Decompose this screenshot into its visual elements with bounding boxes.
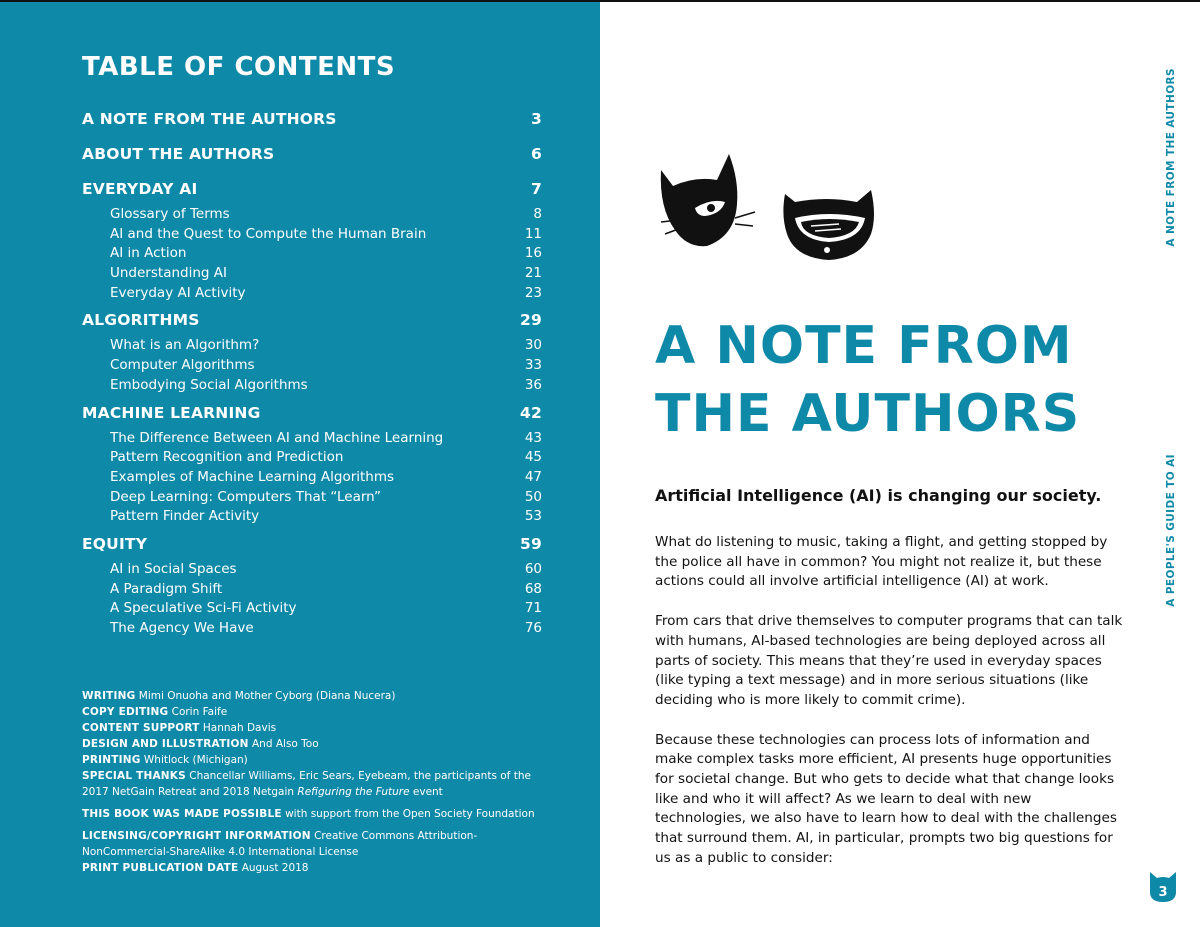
subheading: Artificial Intelligence (AI) is changing our society. [655,486,1102,505]
toc-subsection-label: A Speculative Sci-Fi Activity [110,600,297,617]
page-number-badge [1148,870,1178,904]
toc-subsection-label: Examples of Machine Learning Algorithms [110,468,395,485]
toc-section-label: EVERYDAY AI [82,180,198,198]
page-heading: A NOTE FROM THE AUTHORS [655,316,1081,444]
toc-subsection-page: 11 [524,225,542,242]
credit-made-possible: THIS BOOK WAS MADE POSSIBLE with support from the Open Society Foundation [82,808,535,820]
toc-subsection-row[interactable] [82,264,542,284]
toc-subsection-page: 36 [524,376,542,393]
toc-subsection-label: Pattern Finder Activity [110,508,260,525]
credit-copy-editing: COPY EDITING Corin Faife [82,706,228,718]
toc-subsection-label: Glossary of Terms [110,206,230,222]
cat-illustration [655,150,885,270]
toc-subsection-label: Pattern Recognition and Prediction [110,449,344,466]
toc-subsection-row[interactable] [82,376,542,396]
toc-subsection-page: 33 [524,357,542,374]
content-page [600,2,1200,927]
credit-printing: PRINTING Whitlock (Michigan) [82,754,248,766]
toc-subsection-page: 68 [524,580,542,597]
paragraph: From cars that drive themselves to computer programs that can talk with humans, AI-based technologies are being deployed across all parts of society. This means that they’re used in everyday spaces (like typing a text message) and in more serious situations (like deciding who is more likely to commit crime). [655,613,1123,708]
toc-subsection-row[interactable] [82,507,542,527]
toc-subsection-list [82,336,542,395]
toc-subsection-page: 30 [524,337,542,354]
toc-subsection-row[interactable] [82,619,542,639]
toc-subsection-label: AI in Action [110,245,187,262]
toc-subsection-label: The Agency We Have [110,620,254,636]
toc-section-label: A NOTE FROM THE AUTHORS [82,110,337,128]
toc-subsection-label: AI and the Quest to Compute the Human Brain [110,225,427,242]
body-text [655,533,1125,889]
toc-subsection-row[interactable] [82,468,542,488]
toc-subsection-row[interactable] [82,284,542,304]
toc-subsection-list [82,429,542,527]
toc-subsection-page: 50 [524,488,542,505]
toc-subsection-page: 8 [533,206,542,222]
toc-section-page: 3 [531,110,542,128]
toc-section-page: 7 [531,180,542,198]
toc-panel [0,2,600,927]
side-label-section: A NOTE FROM THE AUTHORS [1165,68,1177,247]
toc-section-label: ALGORITHMS [82,311,200,330]
toc-subsection-label: Understanding AI [110,265,227,282]
toc-subsection-page: 43 [524,429,542,446]
toc-subsection-page: 16 [524,245,542,262]
toc-subsection-label: The Difference Between AI and Machine Learning [110,429,444,446]
toc-subsection-row[interactable] [82,448,542,468]
credit-content-support: CONTENT SUPPORT Hannah Davis [82,722,277,734]
toc-subsection-row[interactable] [82,336,542,356]
toc-section-page: 42 [520,403,542,422]
toc-subsection-page: 53 [524,508,542,525]
credit-license-2: NonCommercial-ShareAlike 4.0 International License [82,846,359,858]
toc-section-row[interactable] [82,106,542,141]
credit-writing: WRITING Mimi Onuoha and Mother Cyborg (Diana Nucera) [82,690,396,702]
page-number: 3 [1158,885,1168,900]
toc-section-label: EQUITY [82,534,148,553]
toc-subsection-page: 47 [524,468,542,485]
toc-title: TABLE OF CONTENTS [82,52,396,82]
toc-subsection-page: 60 [524,560,542,577]
side-label-book: A PEOPLE'S GUIDE TO AI [1165,454,1177,607]
toc-subsection-row[interactable] [82,599,542,619]
toc-subsection-row[interactable] [82,225,542,245]
toc-section-page: 6 [531,145,542,163]
toc-subsection-label: Everyday AI Activity [110,284,246,301]
toc-subsection-label: A Paradigm Shift [110,580,223,597]
toc-subsection-page: 21 [524,265,542,282]
toc-section-label: ABOUT THE AUTHORS [82,145,275,163]
toc-subsection-row[interactable] [82,488,542,508]
credit-license: LICENSING/COPYRIGHT INFORMATION Creative Commons Attribution- [82,830,478,842]
toc-subsection-row[interactable] [82,429,542,449]
toc-list [82,106,542,643]
cat-left-icon [661,154,755,246]
toc-subsection-row[interactable] [82,580,542,600]
cat-right-icon [783,190,874,260]
toc-subsection-label: What is an Algorithm? [110,337,260,354]
toc-subsection-page: 76 [524,620,542,636]
credit-special-thanks-2: 2017 NetGain Retreat and 2018 Netgain Refiguring the Future event [82,786,443,798]
toc-subsection-page: 45 [524,449,542,466]
toc-subsection-page: 23 [524,284,542,301]
toc-subsection-page: 71 [524,600,542,617]
credit-special-thanks: SPECIAL THANKS Chancellar Williams, Eric Sears, Eyebeam, the participants of the [82,770,531,782]
toc-section-row[interactable] [82,141,542,176]
toc-subsection-label: AI in Social Spaces [110,560,237,577]
toc-section-page: 29 [520,311,542,330]
toc-subsection-list [82,205,542,303]
toc-subsection-label: Computer Algorithms [110,357,255,374]
credit-design: DESIGN AND ILLUSTRATION And Also Too [82,738,319,750]
toc-section-label: MACHINE LEARNING [82,403,261,422]
toc-subsection-row[interactable] [82,356,542,376]
toc-subsection-label: Embodying Social Algorithms [110,376,308,393]
toc-subsection-row[interactable] [82,560,542,580]
toc-subsection-row[interactable] [82,205,542,225]
toc-subsection-row[interactable] [82,244,542,264]
credits [82,688,562,876]
toc-subsection-label: Deep Learning: Computers That “Learn” [110,488,381,505]
toc-section-page: 59 [520,534,542,553]
credit-pub-date: PRINT PUBLICATION DATE August 2018 [82,862,309,874]
paragraph: Because these technologies can process lots of information and make complex tasks more efficient, AI presents huge opportunities for societal change. But who gets to decide what that change looks like and who it will affect? As we learn to deal with new technologies, we also have to learn how to deal with the challenges that surround them. AI, in particular, prompts two big questions for us as a public to consider: [655,731,1117,866]
paragraph: What do listening to music, taking a flight, and getting stopped by the police all have in common? You might not realize it, but these actions could all involve artificial intelligence (AI) at work. [655,534,1108,590]
toc-subsection-list [82,560,542,639]
